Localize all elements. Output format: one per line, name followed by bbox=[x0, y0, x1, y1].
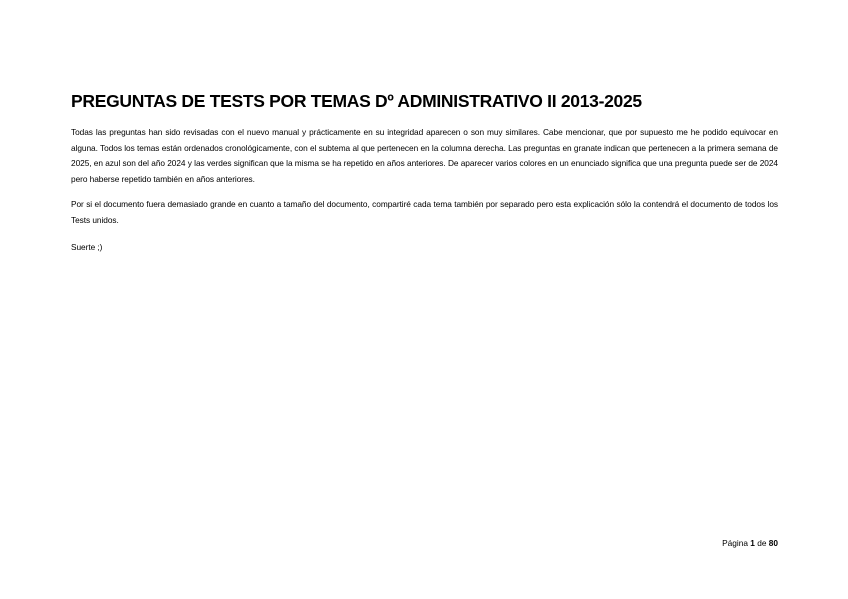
closing-paragraph: Suerte ;) bbox=[71, 242, 103, 252]
size-note-paragraph: Por si el documento fuera demasiado grande en cuanto a tamaño del documento, compartiré cada tema también por separado pero esta explicación sólo la contendrá el documento de todos los Tests unidos. bbox=[71, 199, 778, 225]
document-title: PREGUNTAS DE TESTS POR TEMAS Dº ADMINISTRATIVO II 2013-2025 bbox=[71, 91, 642, 111]
current-page-number: 1 bbox=[750, 538, 755, 548]
page-number-footer bbox=[600, 537, 778, 549]
page-word: Página bbox=[722, 538, 748, 548]
of-word: de bbox=[757, 538, 767, 548]
total-pages-number: 80 bbox=[768, 538, 778, 548]
intro-paragraph: Todas las preguntas han sido revisadas con el nuevo manual y prácticamente en su integridad aparecen o son muy similares. Cabe mencionar, que por supuesto me he podido equivocar en alguna. Todos los temas están ordenados cronológicamente, con el subtema al que pertenecen en la columna derecha. Las preguntas en granate indican que pertenecen a la primera semana de 2025, en azul son del año 2024 y las verdes significan que la misma se ha repetido en años anteriores. De aparecer varios colores en un enunciado significa que una pregunta puede ser de 2024 pero haberse repetido también en años anteriores. bbox=[71, 127, 778, 185]
